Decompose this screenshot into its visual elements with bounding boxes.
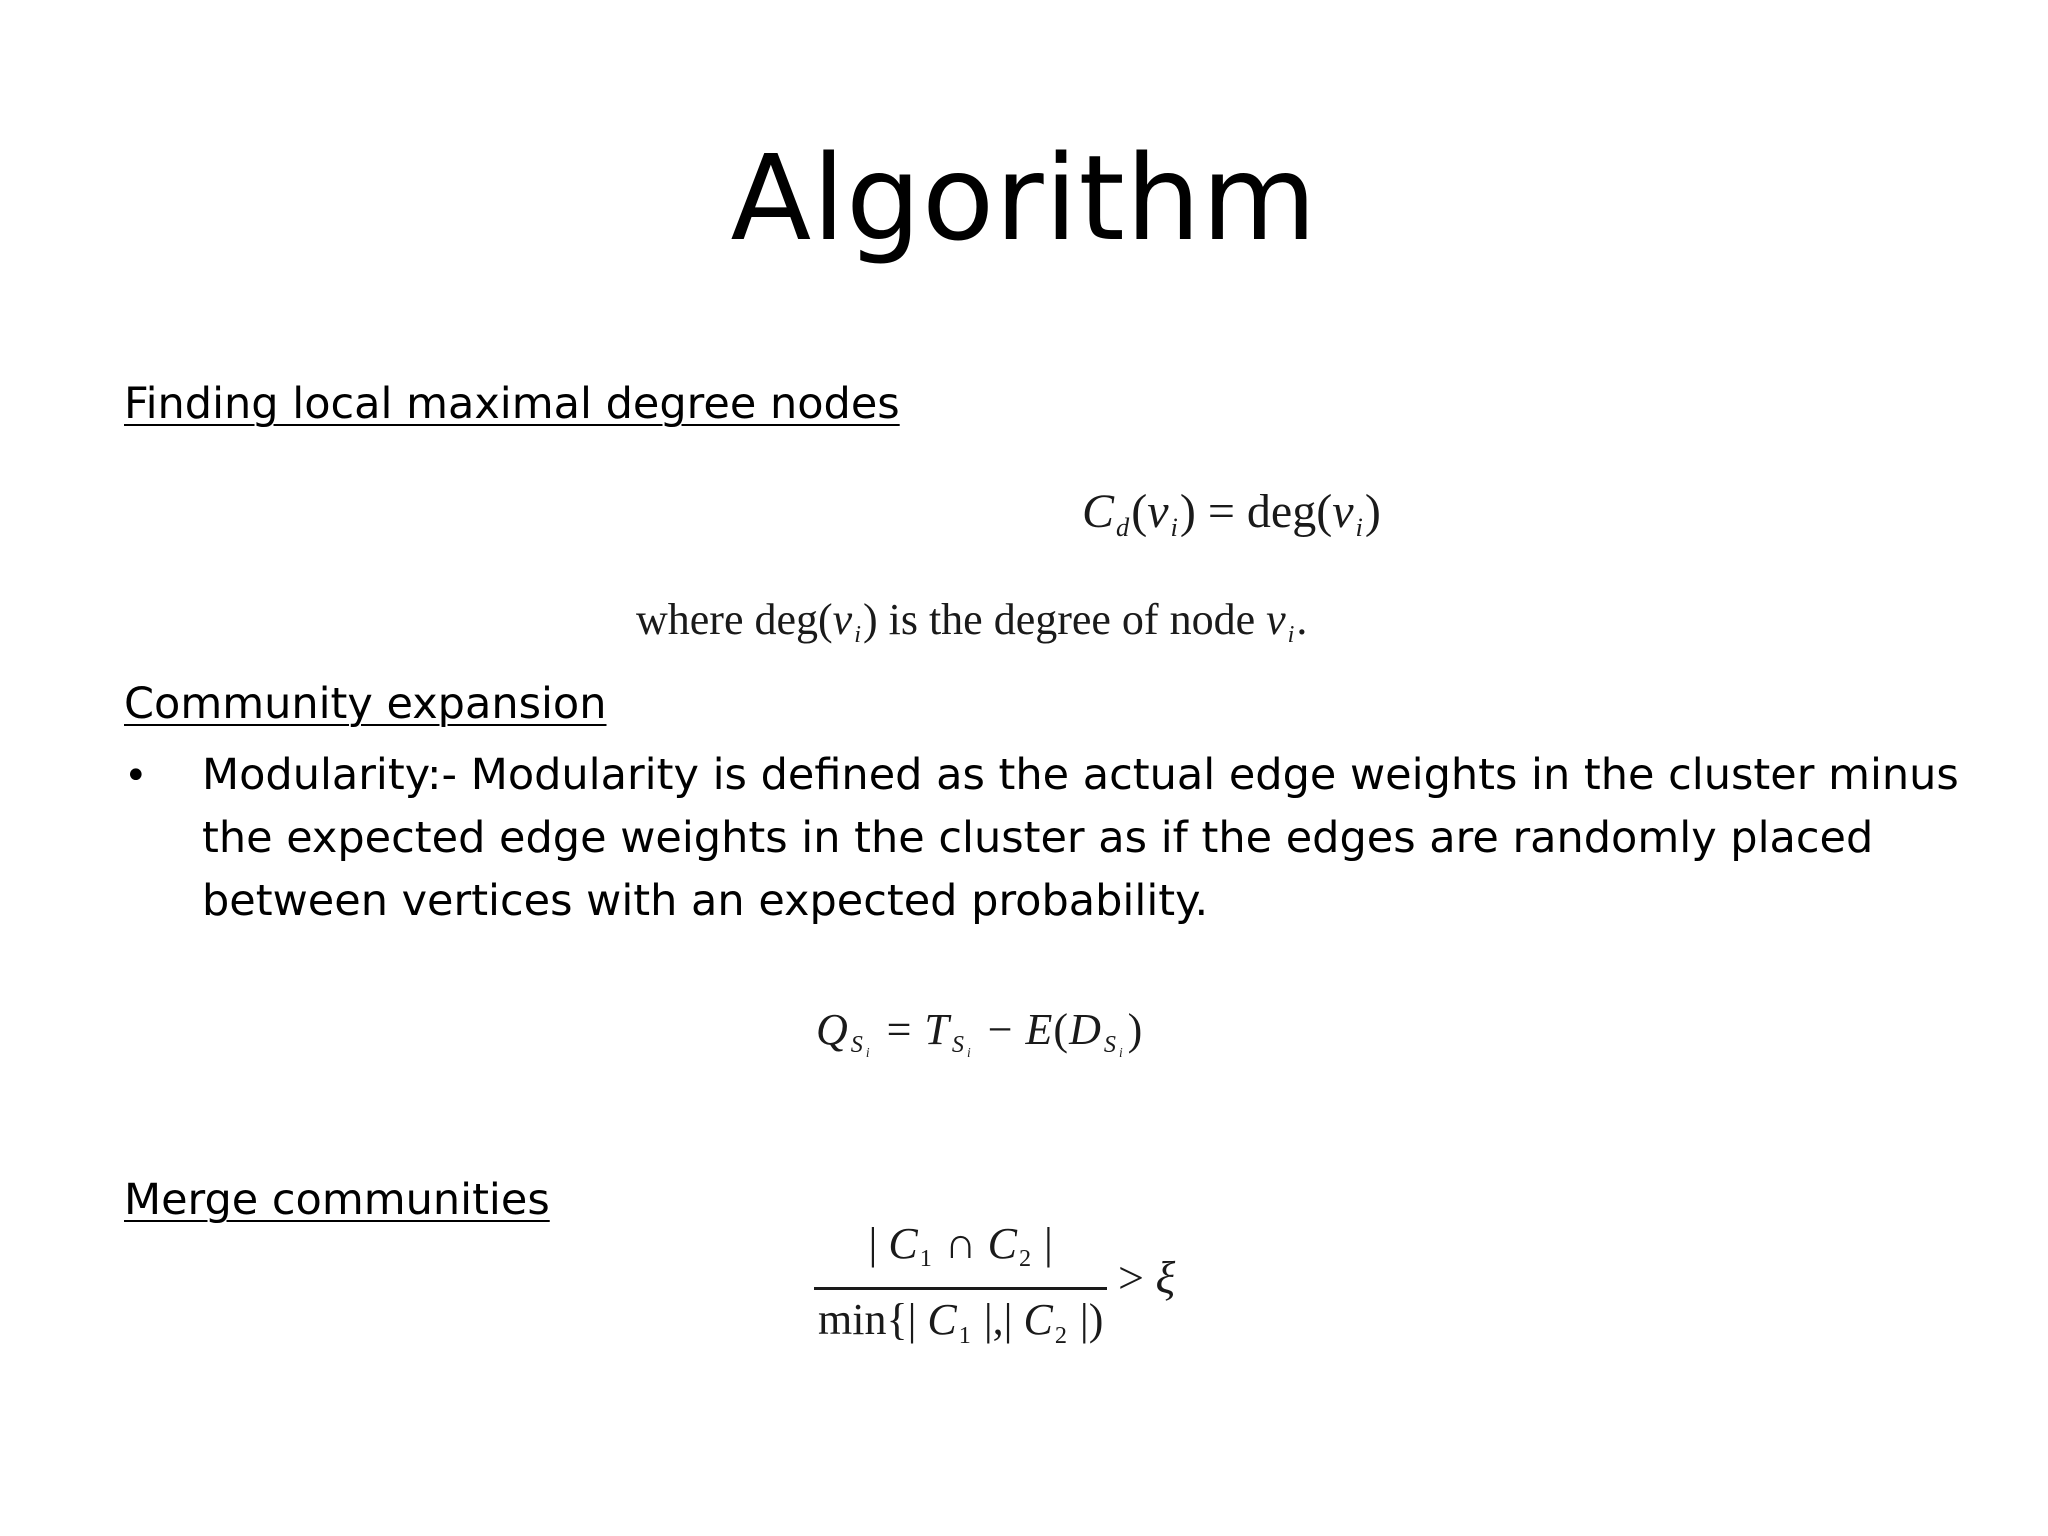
num-c2: C	[987, 1219, 1017, 1268]
section-heading-local-maximal-degree: Finding local maximal degree nodes	[124, 379, 900, 429]
merge-threshold: > ξ	[1118, 1252, 1176, 1303]
fraction-numerator: | $C_1$ ∩ $C_2$ |	[868, 1219, 1053, 1273]
fraction-denominator: min{| $C_1$ |,| $C_2$ |)	[818, 1295, 1104, 1349]
where-var-sub: i	[854, 621, 861, 649]
eq-function: deg	[1246, 485, 1317, 538]
eq-d: D	[1069, 1005, 1102, 1054]
fraction-bar	[814, 1287, 1107, 1290]
bullet-icon: •	[124, 753, 148, 799]
eq-arg: v	[1147, 485, 1169, 538]
slide-title: Algorithm	[730, 129, 1318, 267]
den-c1: C	[927, 1295, 957, 1345]
eq-d-subsub: i	[1118, 1045, 1124, 1061]
where-suffix: .	[1296, 595, 1308, 644]
den-c2: C	[1023, 1295, 1053, 1345]
den-min: min	[818, 1295, 887, 1345]
eq-rhs-arg: v	[1332, 485, 1354, 538]
eq-rhs-arg-subscript: i	[1355, 512, 1363, 543]
bullet-text: Modularity:- Modularity is defined as the actual edge weights in the cluster minus the expected edge weights in the cluster as if the edges are randomly placed between vertices with an expected probability.	[202, 750, 1959, 926]
section-heading-merge-communities: Merge communities	[124, 1175, 550, 1225]
den-c1-sub: 1	[958, 1321, 971, 1349]
where-end-sub: i	[1287, 621, 1295, 649]
eq-arg-subscript: i	[1170, 512, 1178, 543]
where-mid: ) is the degree of node	[862, 595, 1267, 644]
eq-symbol: C	[1082, 485, 1115, 538]
eq-q-subsub: i	[865, 1045, 871, 1061]
section-heading-community-expansion: Community expansion	[124, 679, 607, 729]
eq-d-sub: S	[1103, 1031, 1117, 1059]
num-c1-sub: 1	[919, 1245, 932, 1273]
eq-t-subsub: i	[966, 1045, 972, 1061]
eq-t: T	[924, 1005, 950, 1054]
eq-q-sub: S	[850, 1031, 864, 1059]
where-var: v	[832, 595, 853, 644]
den-c2-sub: 2	[1054, 1321, 1067, 1349]
eq-q: Q	[816, 1005, 849, 1054]
eq-subscript: d	[1116, 512, 1130, 543]
where-prefix: where deg(	[636, 595, 833, 644]
num-c2-sub: 2	[1018, 1245, 1032, 1273]
where-end-var: v	[1266, 595, 1286, 644]
eq-e: E	[1025, 1005, 1054, 1054]
modularity-equation: $Q_{S _i} = T_{S _i} - E(D_{S _i})$	[816, 1005, 1144, 1061]
degree-centrality-equation: $C_d(v_i) = deg(v_i)$	[1082, 485, 1381, 543]
merge-fraction	[814, 1218, 1107, 1362]
num-c1: C	[888, 1219, 918, 1268]
degree-definition-text	[636, 592, 1307, 663]
eq-t-sub: S	[951, 1031, 965, 1059]
threshold-xi: ξ	[1155, 1252, 1176, 1303]
